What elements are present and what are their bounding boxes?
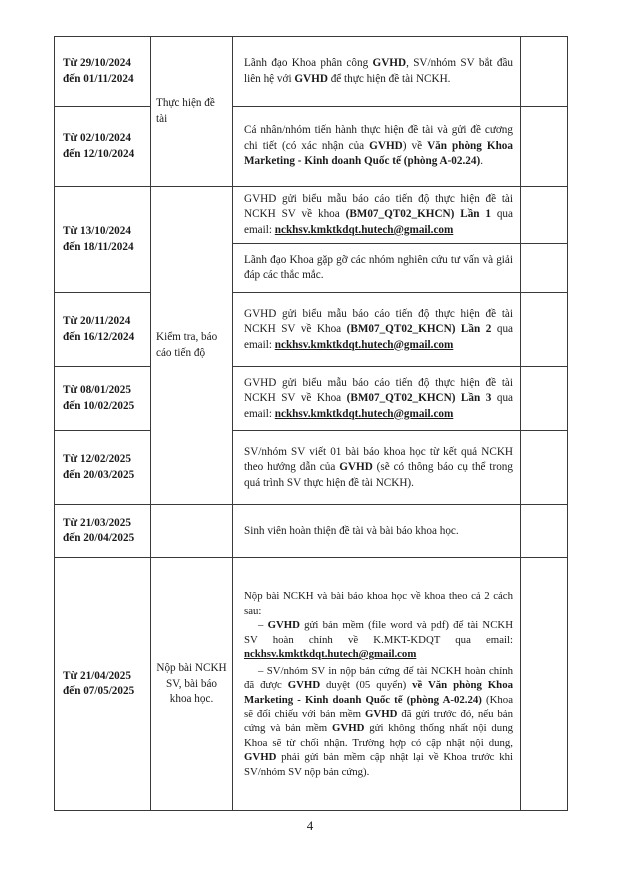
empty-cell (521, 37, 568, 107)
empty-cell (521, 367, 568, 431)
empty-cell (521, 293, 568, 367)
empty-cell (521, 187, 568, 244)
date-cell: Từ 08/01/2025 đến 10/02/2025 (55, 367, 151, 431)
description-cell (233, 558, 521, 811)
schedule-table (54, 36, 568, 811)
date-cell: Từ 21/04/2025 đến 07/05/2025 (55, 558, 151, 811)
empty-cell (521, 431, 568, 505)
submission-intro: Nộp bài NCKH và bài báo khoa học về khoa theo cả 2 cách sau: (244, 590, 513, 617)
table-row (55, 505, 568, 558)
table-row (55, 107, 568, 187)
empty-cell (521, 107, 568, 187)
description-cell: SV/nhóm SV viết 01 bài báo khoa học từ kết quả NCKH theo hướng dẫn của GVHD (sẽ có thông báo cụ thể trong quá trình SV thực hiện đề tài NCKH). (233, 431, 521, 505)
submission-item-2: – SV/nhóm SV in nộp bản cứng để tài NCKH hoàn chỉnh đã được GVHD duyệt (05 quyển) về Văn phòng Khoa Marketing - Kinh doanh Quốc tế (phòng A-02.24) (Khoa sẽ đối chiếu với bản mềm GVHD đã gửi trước đó, nếu bản cứng và bản mềm GVHD gửi không thống nhất nội dung Khoa sẽ từ chối nhận. Trường hợp có cập nhật nội dung, GVHD phải gửi bản mềm cập nhật lại về Khoa trước khi SV/nhóm SV nộp bản cứng). (244, 664, 514, 778)
submission-item-1: – GVHD gửi bản mềm (file word và pdf) để tài NCKH SV hoàn chỉnh về K.MKT-KDQT qua email: nckhsv.kmktkdqt.hutech@gmail.com (244, 619, 513, 661)
phase-cell (151, 505, 233, 558)
empty-cell (521, 244, 568, 293)
description-cell: Lãnh đạo Khoa gặp gỡ các nhóm nghiên cứu tư vấn và giải đáp các thắc mắc. (233, 244, 521, 293)
date-cell: Từ 20/11/2024 đến 16/12/2024 (55, 293, 151, 367)
table-row (55, 187, 568, 244)
table-row (55, 367, 568, 431)
table-row (55, 431, 568, 505)
date-cell: Từ 13/10/2024 đến 18/11/2024 (55, 187, 151, 293)
phase-cell: Thực hiện đề tài (151, 37, 233, 187)
description-cell: GVHD gửi biểu mẫu báo cáo tiến độ thực hiện đề tài NCKH SV về khoa (BM07_QT02_KHCN) Lần 1 qua email: nckhsv.kmktkdqt.hutech@gmail.com (233, 187, 521, 244)
date-cell: Từ 29/10/2024 đến 01/11/2024 (55, 37, 151, 107)
description-cell: Sinh viên hoàn thiện đề tài và bài báo khoa học. (233, 505, 521, 558)
date-cell: Từ 02/10/2024 đến 12/10/2024 (55, 107, 151, 187)
description-cell: GVHD gửi biểu mẫu báo cáo tiến độ thực hiện đề tài NCKH SV về Khoa (BM07_QT02_KHCN) Lần 2 qua email: nckhsv.kmktkdqt.hutech@gmail.com (233, 293, 521, 367)
phase-cell: Nộp bài NCKH SV, bài báo khoa học. (151, 558, 233, 811)
date-cell: Từ 12/02/2025 đến 20/03/2025 (55, 431, 151, 505)
table-row (55, 293, 568, 367)
description-cell: GVHD gửi biểu mẫu báo cáo tiến độ thực hiện đề tài NCKH SV về Khoa (BM07_QT02_KHCN) Lần 3 qua email: nckhsv.kmktkdqt.hutech@gmail.com (233, 367, 521, 431)
description-cell: Lãnh đạo Khoa phân công GVHD, SV/nhóm SV bắt đầu liên hệ với GVHD để thực hiện đề tài NCKH. (233, 37, 521, 107)
table-row (55, 558, 568, 811)
empty-cell (521, 505, 568, 558)
page-number: 4 (306, 818, 314, 833)
empty-cell (521, 558, 568, 811)
description-cell: Cá nhân/nhóm tiến hành thực hiện đề tài và gửi đề cương chi tiết (có xác nhận của GVHD) về Văn phòng Khoa Marketing - Kinh doanh Quốc tế (phòng A-02.24). (233, 107, 521, 187)
table-row (55, 37, 568, 107)
phase-cell: Kiểm tra, báo cáo tiến độ (151, 187, 233, 505)
date-cell: Từ 21/03/2025 đến 20/04/2025 (55, 505, 151, 558)
